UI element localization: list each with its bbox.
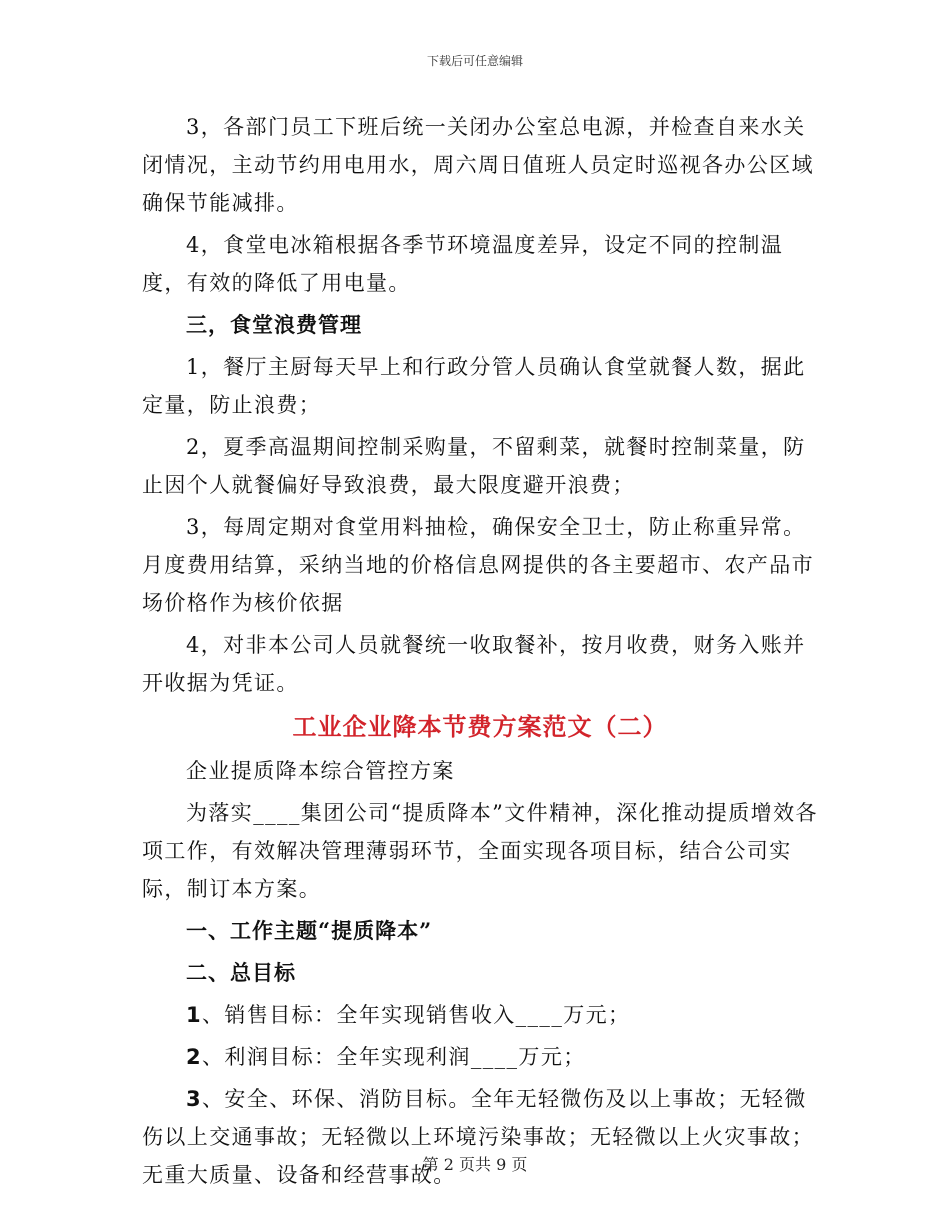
goal-number: 1	[186, 1003, 203, 1027]
document-body	[142, 108, 818, 1198]
page-number: 第 2 页共 9 页	[422, 1155, 528, 1174]
goal-text: 、利润目标：全年实现利润____万元；	[202, 1045, 586, 1069]
goal-text: 、销售目标：全年实现销售收入____万元；	[202, 1003, 631, 1027]
goal-item-2	[142, 1038, 818, 1076]
goal-number: 2	[186, 1045, 203, 1069]
section-heading-theme: 一、工作主题“提质降本”	[186, 918, 433, 943]
plan-subtitle: 企业提质降本综合管控方案	[186, 759, 455, 783]
goal-item-1	[142, 996, 818, 1034]
paragraph-energy-4: 4，食堂电冰箱根据各季节环境温度差异，设定不同的控制温度，有效的降低了用电量。	[142, 233, 784, 295]
canteen-item-4: 4，对非本公司人员就餐统一收取餐补，按月收费，财务入账并开收据为凭证。	[142, 633, 806, 695]
plan-intro: 为落实____集团公司“提质降本”文件精神，深化推动提质增效各项工作，有效解决管理薄弱环节，全面实现各项目标，结合公司实际，制订本方案。	[142, 801, 818, 901]
header-note: 下载后可任意编辑	[426, 54, 523, 68]
canteen-item-3: 3，每周定期对食堂用料抽检，确保安全卫士，防止称重异常。月度费用结算，采纳当地的价格信息网提供的各主要超市、农产品市场价格作为核价依据	[142, 515, 814, 615]
canteen-item-1: 1，餐厅主厨每天早上和行政分管人员确认食堂就餐人数，据此定量，防止浪费；	[142, 355, 806, 417]
goal-item-3	[142, 1080, 818, 1194]
paragraph-energy-3: 3，各部门员工下班后统一关闭办公室总电源，并检查自来水关闭情况，主动节约用电用水，周六周日值班人员定时巡视各办公区域确保节能减排。	[142, 115, 814, 215]
goal-number: 3	[186, 1087, 203, 1111]
canteen-item-2: 2，夏季高温期间控制采购量，不留剩菜，就餐时控制菜量，防止因个人就餐偏好导致浪费，最大限度避开浪费；	[142, 435, 806, 497]
document-title: 工业企业降本节费方案范文（二）	[292, 712, 668, 741]
section-heading-goals: 二、总目标	[186, 960, 296, 985]
section-heading-canteen: 三，食堂浪费管理	[186, 312, 362, 337]
goal-text: 、安全、环保、消防目标。全年无轻微伤及以上事故；无轻微伤以上交通事故；无轻微以上环境污染事故；无轻微以上火灾事故；无重大质量、设备和经营事故。	[142, 1087, 814, 1187]
